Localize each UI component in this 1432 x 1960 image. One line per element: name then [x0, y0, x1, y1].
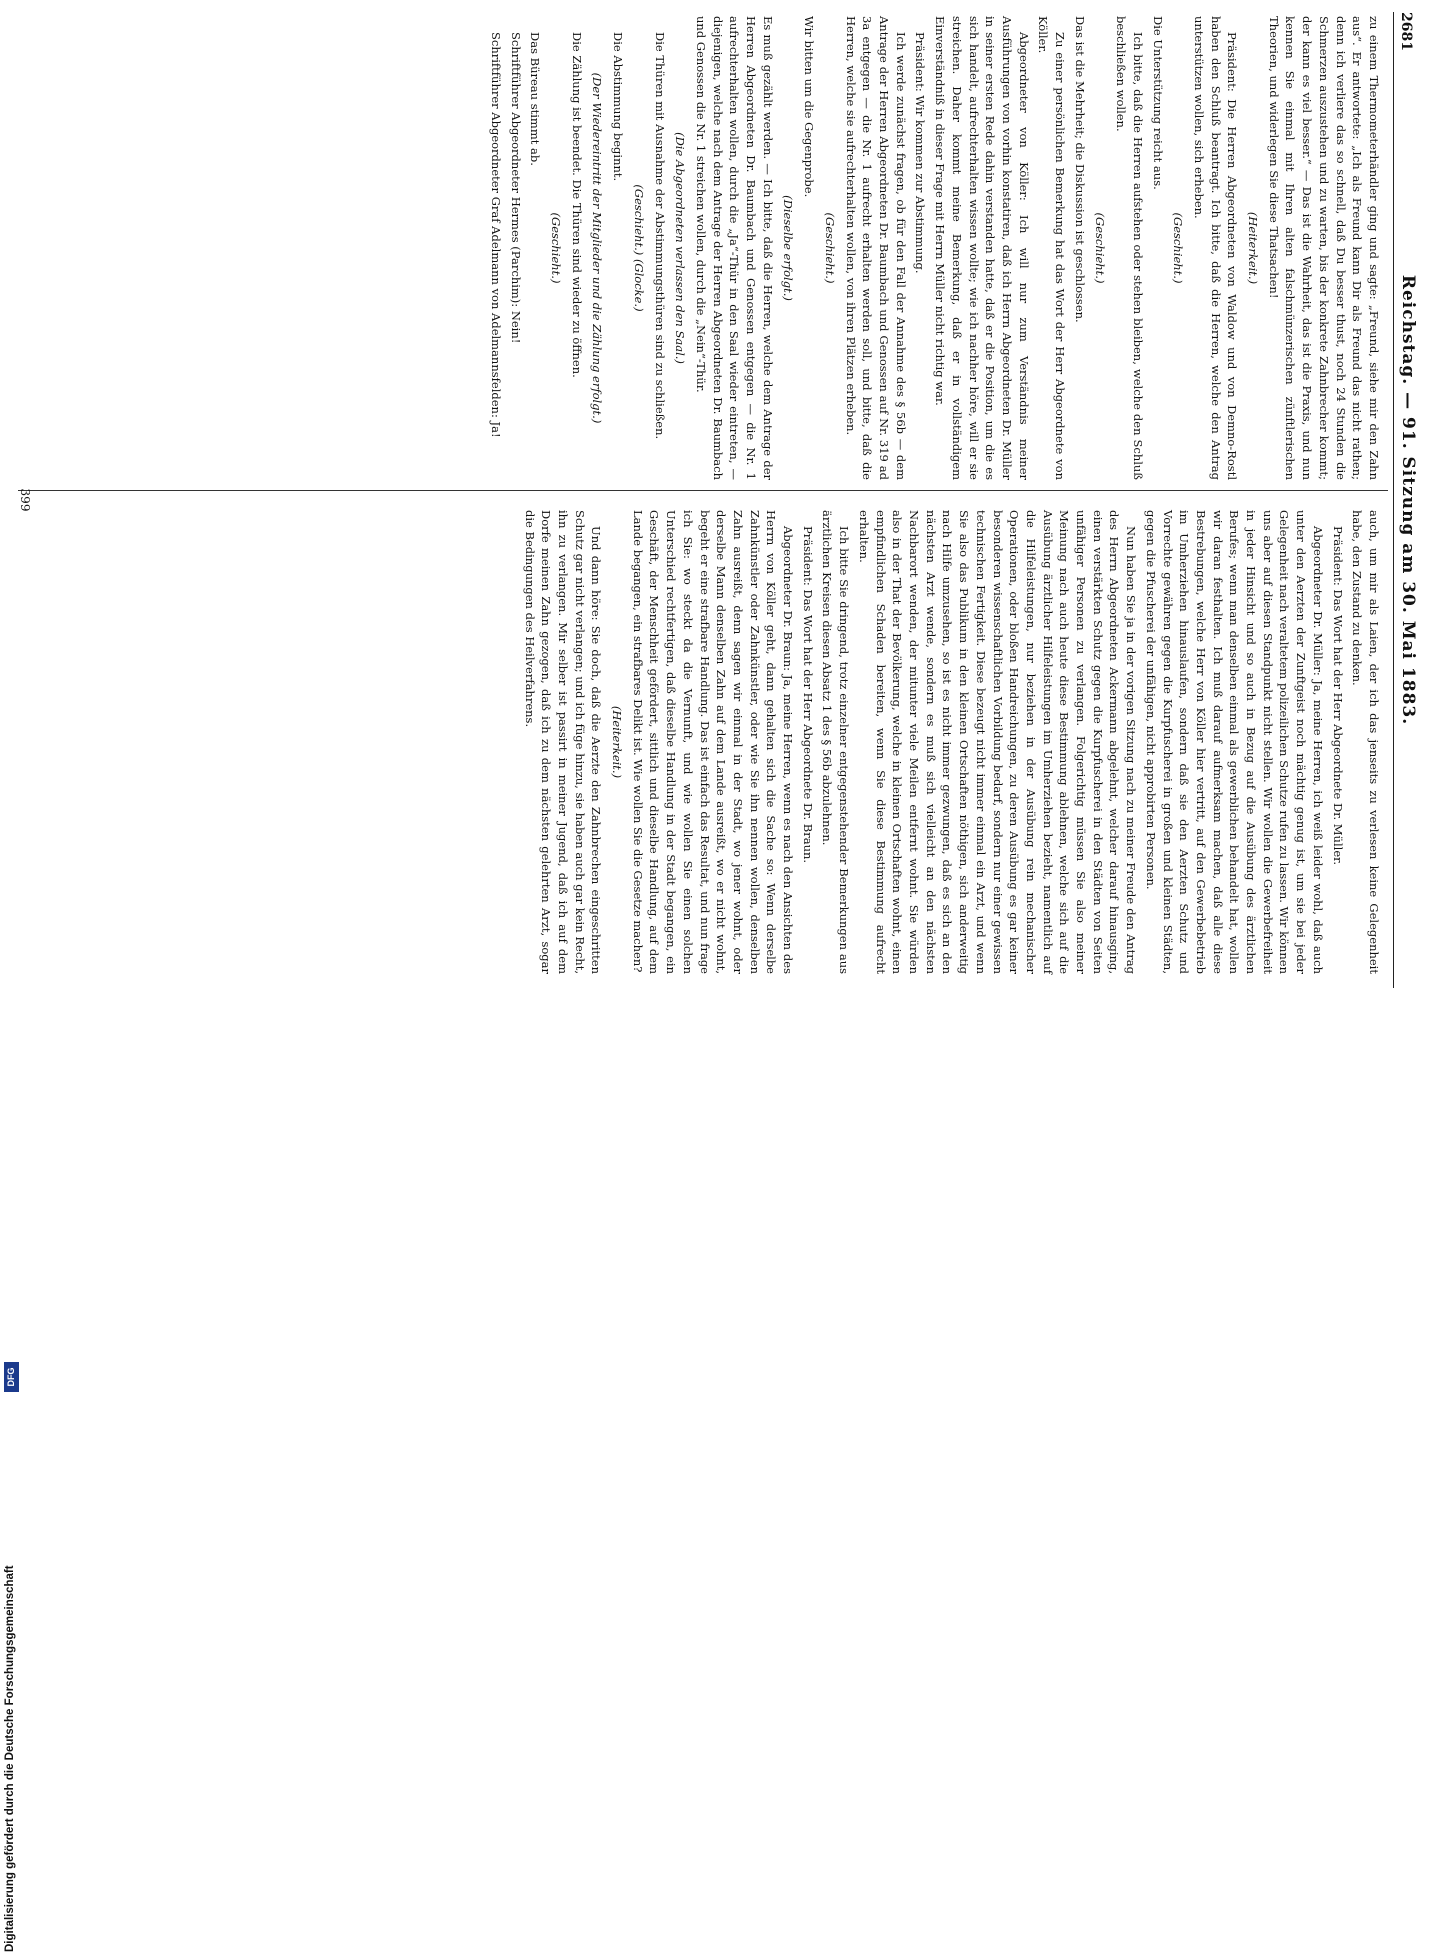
paragraph: Schriftführer Abgeordneter Graf Adelmann von Adelmannsfelden: Ja!: [488, 32, 503, 438]
paragraph: Die Unterstützung reicht aus.: [1150, 16, 1165, 190]
stage-direction: (Heiterkeit.): [1246, 211, 1261, 285]
paragraph: auch, um mir als Laien, der ich das jenseits zu verlesen keine Gelegenheit habe, den Zustand zu denken.: [1350, 510, 1381, 974]
paragraph: Es muß gezählt werden. — Ich bitte, daß die Herren, welche dem Antrage der Herren Abgeordneten Dr. Baumbach und Genossen entgegen — die Nr. 1 aufrechterhalten wollen, durch die „Ja“-Thür in den Saal wieder eintreten, — diejenigen, welche nach dem Antrage der Herren Abgeordneten Dr. Baumbach und Genossen die Nr. 1 streichen wollen, durch die „Nein“-Thür.: [693, 16, 775, 480]
header-title: Reichstag. — 91. Sitzung am 30. Mai 1883.: [1398, 274, 1418, 726]
column-divider: [18, 490, 1388, 491]
paragraph: Abgeordneter von Köller: Ich will nur zum Verständnis meiner Ausführungen von vorhin konstatiren, daß ich Herrn Abgeordneten Dr. Müller in seiner ersten Rede dahin verstanden hatte, daß er die Position, um die es sich handelt, aufrechterhalten wissen wollte; wie ich nachher höre, will er sie streichen. Daher kommt meine Bemerkung, daß er in vollständigem Einverständniß in dieser Frage mit Herrn Müller nicht richtig war.: [933, 16, 1031, 480]
paragraph: Und dann höre: Sie doch, daß die Aerzte den Zahnbrechen eingeschritten Schutz gar nicht verlangen; und ich füge hinzu, sie haben auch gar kein Recht, ihn zu verlangen. Mir selber ist passirt in meiner Jugend, daß ich auf dem Dorfe meinen Zahn gezogen, daß ich zu dem nächsten gelehrten Arzt, sogar die Bedingungen des Heilverfahrens.: [522, 510, 604, 974]
paragraph: Präsident: Wir kommen zur Abstimmung.: [913, 32, 928, 274]
paragraph: Schriftführer Abgeordneter Hermes (Parchim): Nein!: [508, 32, 523, 344]
paragraph: Die Abstimmung beginnt.: [611, 32, 626, 182]
paragraph: zu einem Thermometerhändler ging und sagte: „Freund, siehe mir den Zahn aus“. Er antwortete: „Ich als Freund kann Dir als Freund das nicht rathen; denn ich verliere das so schnell, daß Du besser thust, noch 24 Stunden die Schmerzen auszustehen und zu warten, bis der konkrete Zahnbrecher kommt; der kann es viel besser.“ — Das ist die Wahrheit, das ist die Praxis, und nun kennen Sie einmal mit Ihren alten falschmünzerischen zünftlerischen Theorien, und widerlegen Sie diese Thatsachen!: [1266, 16, 1381, 480]
paragraph: Ich bitte, daß die Herren aufstehen oder stehen bleiben, welche den Schluß beschließen wollen.: [1114, 16, 1145, 480]
paragraph: Ich bitte Sie dringend, trotz einzelner entgegenstehender Bemerkungen aus ärztlichen Kreisen diesen Absatz 1 des § 56b abzulehnen.: [820, 510, 852, 974]
header-rule: [1393, 12, 1394, 988]
paragraph: Ich werde zunächst fragen, ob für den Fall der Annahme des § 56b — dem Antrage der Herren Abgeordneten Dr. Baumbach und Genossen auf Nr. 319 ad 3a entgegen — die Nr. 1 aufrecht erhalten werden soll, und bitte, daß die Herren, welche sie aufrechterhalten wollen, von ihren Plätzen erheben.: [843, 16, 908, 480]
paragraph: Abgeordneter Dr. Müller: Ja, meine Herren, ich weiß leider wohl, daß auch unter den Aerzten der Zunftgeist noch mächtig genug ist, um sie bei jeder Gelegenheit nach veraltetem polizeilichen Schutze rufen zu lassen. Wir können uns aber auf diesen Standpunkt nicht stellen. Wir wollen die Gewerbefreiheit in jeder Hinsicht und so auch in Bezug auf die Ausübung des ärztlichen Berufes; wenn man denselben einmal als gewerblichen behandelt hat, wollen wir daran festhalten. Ich muß darauf aufmerksam machen, daß alle diese Bestrebungen, welche Herr von Köller hier vertritt, auf den Gewerbebetrieb im Umherziehen hinauslaufen, sondern daß sie den Aerzten Schutz und Vorrechte gewähren gegen die Kurpfuscherei in großen und kleinen Städten, gegen die Pfuscherei der unfähigen, nicht approbirten Personen.: [1143, 510, 1325, 974]
stage-direction: (Geschieht.) (Glocke.): [631, 184, 646, 312]
paragraph: Nun haben Sie ja in der vorigen Sitzung nach zu meiner Freude den Antrag des Herrn Abgeordneten Ackermann abgelehnt, welcher darauf hinausging, einen verstärkten Schutz gegen die Kurpfuscherei in den Städten von Seiten unfähiger Personen zu verlangen. Folgerichtig müssen Sie also meiner Meinung nach auch heute diese Bestimmung ablehnen, welche sich auf die Ausübung ärztlicher Hilfeleistungen im Umherziehen bezieht, namentlich auf die Hilfeleistungen, nur beziehen in der Ausübung rein mechanischer Operationen, oder bloßen Handreichungen, zu deren Ausübung es gar keiner besonderen wissenschaftlichen Vorbildung bedarf, sondern nur einer gewissen technischen Fertigkeit. Diese bezeugt nicht immer einmal ein Arzt, und wenn Sie also das Publikum in den kleinen Ortschaften nöthigen, sich anderweitig nach Hilfe umzusehen, so ist es nicht immer gezwungen, daß es sich an den nächsten Arzt wende, sondern es muß sich vielleicht an den nächsten Nachbarort wenden, der mitunter viele Meilen entfernt wohnt. Sie würden also in der That der Bevölkerung, welche in kleinen Ortschaften wohnt, einen empfindlichen Schaden bereiten, wenn Sie diese Bestimmung aufrecht erhalten.: [856, 510, 1139, 974]
paragraph: Präsident: Das Wort hat der Herr Abgeordnete Dr. Müller.: [1330, 526, 1345, 866]
left-column: [484, 16, 1382, 480]
dfg-logo-icon: DFG: [4, 1362, 19, 1392]
stage-direction: (Geschieht.): [549, 212, 564, 284]
stage-direction: (Geschieht.): [1171, 212, 1186, 284]
stage-direction: (Der Wiedereintritt der Mitglieder und die Zählung erfolgt.): [590, 72, 605, 424]
paragraph: Die Thüren mit Ausnahme der Abstimmungsthüren sind zu schließen.: [652, 32, 667, 440]
stage-direction: (Geschieht.): [822, 212, 837, 284]
paragraph: Abgeordneter Dr. Braun: Ja, meine Herren, wenn es nach den Ansichten des Herrn von Köller geht, dann gehalten sich die Sache so: Wenn derselbe Zahnkünstler oder Zahnkünstler, oder wie Sie ihn nennen wollen, denselben Zahn ausreißt, denn sagen wir einmal in der Stadt, wo jener wohnt, oder derselbe Mann denselben Zahn auf dem Lande ausreißt, wo er nicht wohnt, begeht er eine strafbare Handlung. Das ist einfach das Resultat, und nun frage ich Sie: wo steckt da die Vernunft, und wie wollen Sie einen solchen Unterschied rechtfertigen, daß dieselbe Handlung in der Stadt begangen, ein Geschäft, der Menschheit gefördert, sittlich und dieselbe Handlung, auf dem Lande begangen, ein strafbares Delikt ist. Wie wollen Sie die Gesetze machen?: [630, 510, 796, 974]
stage-direction: (Heiterkeit.): [610, 705, 625, 779]
header-page-number: 2681: [1398, 12, 1414, 51]
paragraph: Die Zählung ist beendet. Die Thüren sind wieder zu öffnen.: [569, 32, 584, 378]
paragraph: Präsident: Die Herren Abgeordneten von Waldow und von Demno-Rostl haben den Schluß beantragt. Ich bitte, daß die Herren, welche den Antrag unterstützen wollen, sich erheben.: [1191, 16, 1240, 480]
paragraph: Zu einer persönlichen Bemerkung hat das Wort der Herr Abgeordnete von Köller.: [1036, 16, 1068, 480]
stage-direction: (Geschieht.): [1093, 212, 1108, 284]
page-header: [1382, 0, 1418, 1000]
paragraph: Das Büreau stimmt ab.: [528, 32, 543, 166]
paragraph: Wir bitten um die Gegenprobe.: [802, 16, 817, 198]
credit-text: Digitalisierung gefördert durch die Deutsche Forschungsgemeinschaft: [4, 1565, 16, 1952]
stage-direction: (Die Abgeordneten verlassen den Saal.): [673, 132, 688, 364]
paragraph: Präsident: Das Wort hat der Herr Abgeordnete Dr. Braun.: [800, 526, 815, 864]
paragraph: Das ist die Mehrheit; die Diskussion ist geschlossen.: [1072, 16, 1087, 323]
stage-direction: (Dieselbe erfolgt.): [781, 195, 796, 301]
right-column: [518, 510, 1382, 974]
footer-page-number: 399: [18, 488, 32, 512]
